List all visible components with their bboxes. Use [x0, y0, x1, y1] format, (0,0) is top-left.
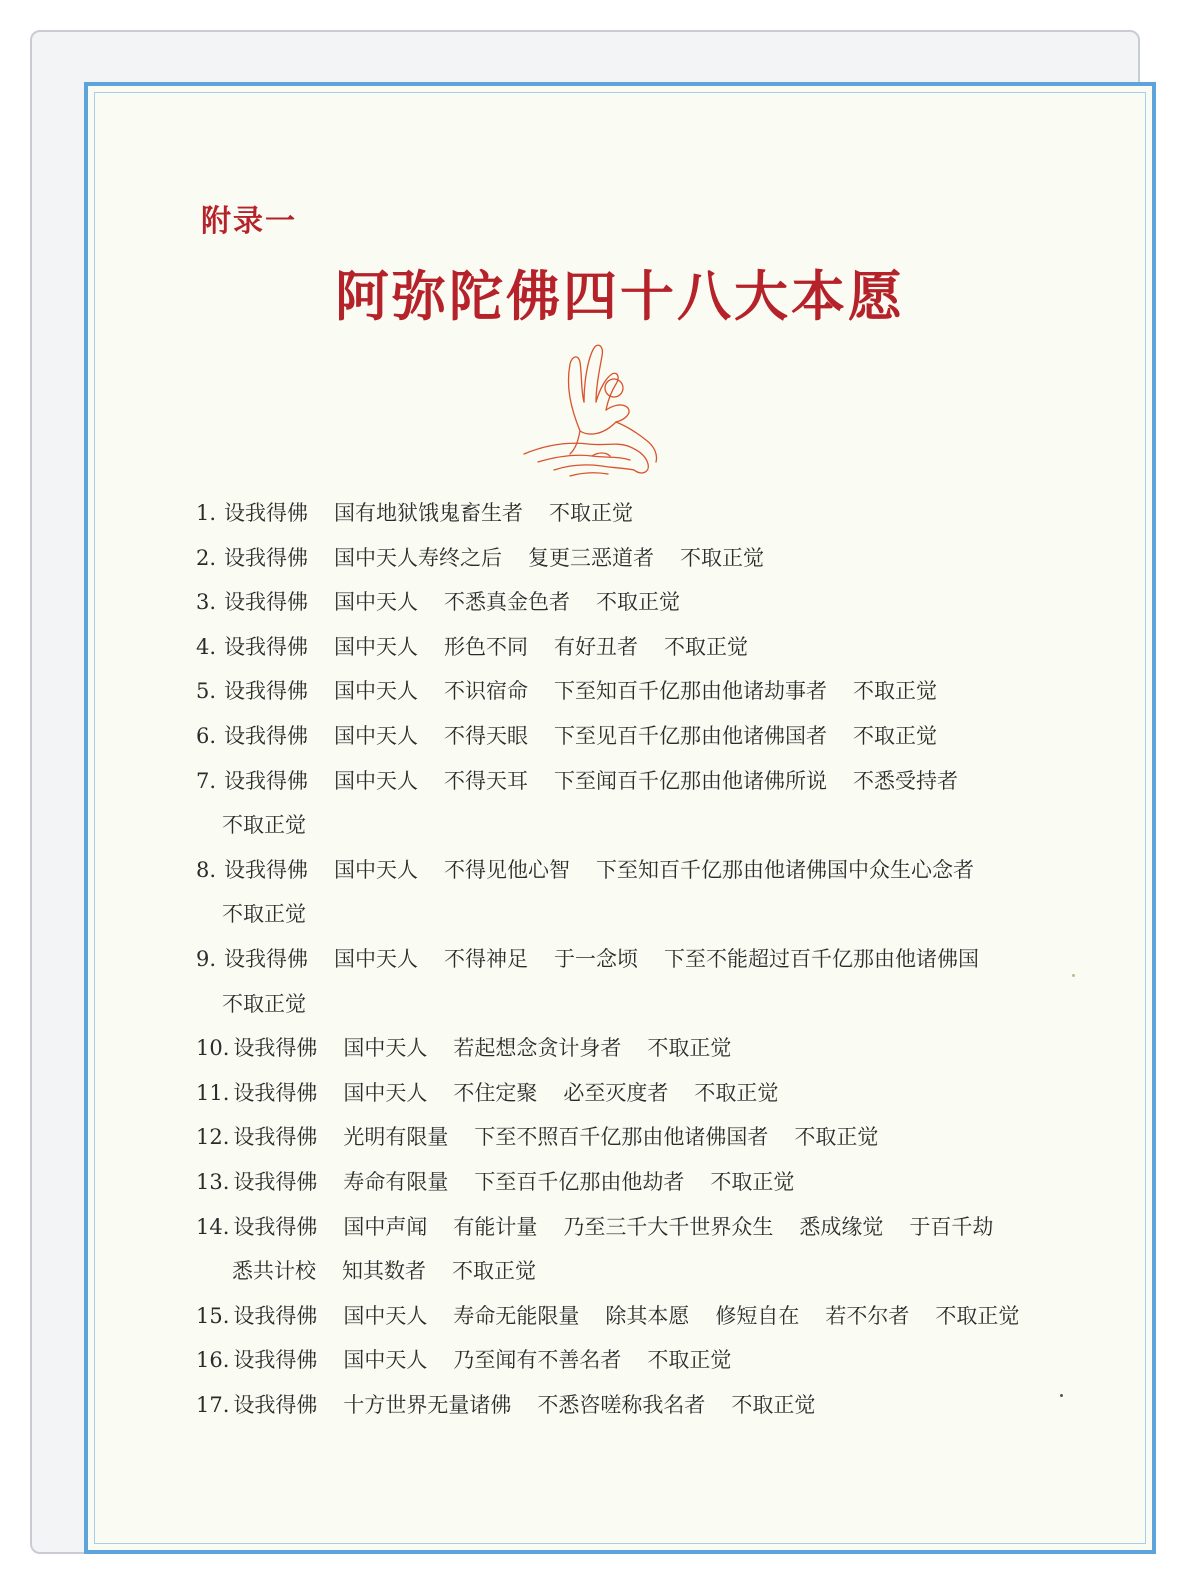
vow-phrase: 下至知百千亿那由他诸劫事者: [554, 679, 827, 704]
vow-phrase: 不取正觉: [647, 1036, 732, 1061]
vow-phrase: 不取正觉: [647, 1348, 732, 1373]
vow-phrase: 知其数者: [342, 1259, 426, 1284]
vow-phrase: 乃至闻有不善名者: [453, 1348, 622, 1373]
vow-phrase: 不取正觉: [694, 1080, 779, 1105]
vow-phrase: 不取正觉: [452, 1259, 536, 1284]
vow-phrase: 不取正觉: [853, 723, 937, 748]
vow-number: 4.: [196, 634, 217, 659]
vow-phrase: 设我得佛: [233, 1080, 318, 1105]
vow-phrase: 不取正觉: [222, 902, 306, 927]
paper-speck: [1060, 1394, 1063, 1397]
vow-number: 3.: [196, 590, 217, 615]
vow-phrase: 不悉咨嗟称我名者: [537, 1392, 706, 1417]
vow-phrase: 国中天人: [343, 1036, 428, 1061]
vow-line: [196, 1115, 1096, 1160]
vow-phrase: 于百千劫: [909, 1214, 994, 1239]
vow-phrase: 国有地狱饿鬼畜生者: [334, 501, 523, 525]
vow-number: 5.: [196, 679, 217, 704]
vow-phrase: 不取正觉: [853, 679, 937, 704]
vow-phrase: 设我得佛: [233, 1125, 318, 1150]
vow-phrase: 国中天人: [334, 679, 418, 704]
vow-line: [196, 714, 1096, 759]
vow-phrase: 不悉受持者: [853, 768, 958, 793]
vow-phrase: 不取正觉: [549, 501, 633, 525]
vow-phrase: 国中声闻: [343, 1214, 428, 1239]
vow-phrase: 除其本愿: [605, 1303, 690, 1328]
vow-phrase: 设我得佛: [224, 768, 308, 793]
vow-phrase: 不取正觉: [680, 545, 764, 570]
vow-continuation-line: [196, 1249, 1096, 1294]
vow-phrase: 不取正觉: [222, 813, 306, 838]
vow-phrase: 下至闻百千亿那由他诸佛所说: [554, 768, 827, 793]
vow-phrase: 国中天人: [334, 946, 418, 971]
vow-phrase: 国中天人: [334, 634, 418, 659]
outer-frame: [30, 30, 1140, 1554]
vow-phrase: 下至不照百千亿那由他诸佛国者: [474, 1125, 769, 1150]
vow-line: [196, 1160, 1096, 1205]
vow-phrase: 若起想念贪计身者: [453, 1036, 622, 1061]
vow-phrase: 寿命有限量: [343, 1169, 449, 1194]
vow-phrase: 不取正觉: [731, 1392, 816, 1417]
vow-phrase: 光明有限量: [343, 1125, 449, 1150]
vow-phrase: 设我得佛: [224, 679, 308, 704]
vow-phrase: 设我得佛: [224, 634, 308, 659]
vow-phrase: 国中天人: [334, 768, 418, 793]
vow-number: 11.: [196, 1080, 230, 1105]
page-title: 阿弥陀佛四十八大本愿: [335, 264, 905, 328]
vow-phrase: 国中天人: [343, 1080, 428, 1105]
vow-phrase: 设我得佛: [233, 1348, 318, 1373]
vow-line: [196, 1294, 1096, 1339]
vow-phrase: 不得神足: [444, 946, 528, 971]
vow-phrase: 不识宿命: [444, 679, 528, 704]
vow-number: 2.: [196, 545, 217, 570]
vow-phrase: 设我得佛: [224, 946, 308, 971]
vow-phrase: 国中天人: [343, 1348, 428, 1373]
vow-line: [196, 759, 1096, 804]
vow-line: [196, 625, 1096, 670]
vow-phrase: 不悉真金色者: [444, 590, 570, 615]
vow-phrase: 有能计量: [453, 1214, 538, 1239]
vow-phrase: 设我得佛: [224, 590, 308, 615]
vow-phrase: 设我得佛: [233, 1169, 318, 1194]
vow-phrase: 下至百千亿那由他劫者: [474, 1169, 685, 1194]
paper-speck: [1072, 974, 1075, 977]
vow-phrase: 设我得佛: [224, 501, 308, 525]
vow-phrase: 有好丑者: [554, 634, 638, 659]
vow-phrase: 不取正觉: [794, 1125, 879, 1150]
vow-number: 15.: [196, 1303, 230, 1328]
vow-phrase: 下至见百千亿那由他诸佛国者: [554, 723, 827, 748]
vow-phrase: 国中天人寿终之后: [334, 545, 502, 570]
mudra-hands-icon: [518, 336, 668, 481]
vow-phrase: 乃至三千大千世界众生: [563, 1214, 774, 1239]
vow-phrase: 寿命无能限量: [453, 1303, 580, 1328]
vow-phrase: 不取正觉: [664, 634, 748, 659]
vow-phrase: 不取正觉: [935, 1303, 1020, 1328]
vow-line: [196, 536, 1096, 581]
vow-phrase: 设我得佛: [233, 1392, 318, 1417]
vow-line: [196, 848, 1096, 893]
vow-line: [196, 1383, 1096, 1428]
vow-phrase: 不得天耳: [444, 768, 528, 793]
vow-phrase: 不取正觉: [222, 991, 306, 1016]
vow-phrase: 下至知百千亿那由他诸佛国中众生心念者: [596, 857, 974, 882]
vow-continuation-line: [196, 982, 1096, 1027]
vow-phrase: 复更三恶道者: [528, 545, 654, 570]
vow-phrase: 国中天人: [343, 1303, 428, 1328]
vow-line: [196, 1071, 1096, 1116]
vow-line: [196, 669, 1096, 714]
appendix-label: 附录一: [201, 204, 297, 239]
vow-phrase: 设我得佛: [224, 857, 308, 882]
vow-number: 1.: [196, 501, 217, 525]
vow-number: 13.: [196, 1169, 230, 1194]
vow-phrase: 下至不能超过百千亿那由他诸佛国: [664, 946, 979, 971]
vow-phrase: 不取正觉: [710, 1169, 795, 1194]
vow-phrase: 设我得佛: [233, 1214, 318, 1239]
vow-number: 6.: [196, 723, 217, 748]
vow-line: [196, 1026, 1096, 1071]
vow-phrase: 形色不同: [444, 634, 528, 659]
vow-line: [196, 491, 1096, 536]
page-border: [84, 82, 1156, 1554]
vow-number: 14.: [196, 1214, 230, 1239]
vow-phrase: 设我得佛: [224, 723, 308, 748]
vows-list: [196, 491, 1096, 1427]
vow-number: 10.: [196, 1036, 230, 1061]
vow-phrase: 不取正觉: [596, 590, 680, 615]
vow-line: [196, 1338, 1096, 1383]
vow-phrase: 十方世界无量诸佛: [343, 1392, 512, 1417]
vow-phrase: 若不尔者: [825, 1303, 910, 1328]
vow-number: 8.: [196, 857, 217, 882]
vow-line: [196, 937, 1096, 982]
vow-phrase: 设我得佛: [233, 1303, 318, 1328]
vow-line: [196, 1205, 1096, 1250]
vow-phrase: 国中天人: [334, 857, 418, 882]
vow-number: 7.: [196, 768, 217, 793]
vow-phrase: 设我得佛: [233, 1036, 318, 1061]
vow-phrase: 悉共计校: [232, 1259, 316, 1284]
vow-number: 16.: [196, 1348, 230, 1373]
vow-phrase: 悉成缘觉: [799, 1214, 884, 1239]
vow-number: 17.: [196, 1392, 230, 1417]
vow-phrase: 国中天人: [334, 590, 418, 615]
vow-continuation-line: [196, 803, 1096, 848]
vow-phrase: 于一念顷: [554, 946, 638, 971]
vow-number: 12.: [196, 1125, 230, 1150]
vow-phrase: 不得天眼: [444, 723, 528, 748]
vow-continuation-line: [196, 892, 1096, 937]
vow-phrase: 不得见他心智: [444, 857, 570, 882]
vow-phrase: 国中天人: [334, 723, 418, 748]
vow-phrase: 必至灭度者: [563, 1080, 669, 1105]
vow-number: 9.: [196, 946, 217, 971]
vow-line: [196, 580, 1096, 625]
vow-phrase: 修短自在: [715, 1303, 800, 1328]
vow-phrase: 不住定聚: [453, 1080, 538, 1105]
vow-phrase: 设我得佛: [224, 545, 308, 570]
